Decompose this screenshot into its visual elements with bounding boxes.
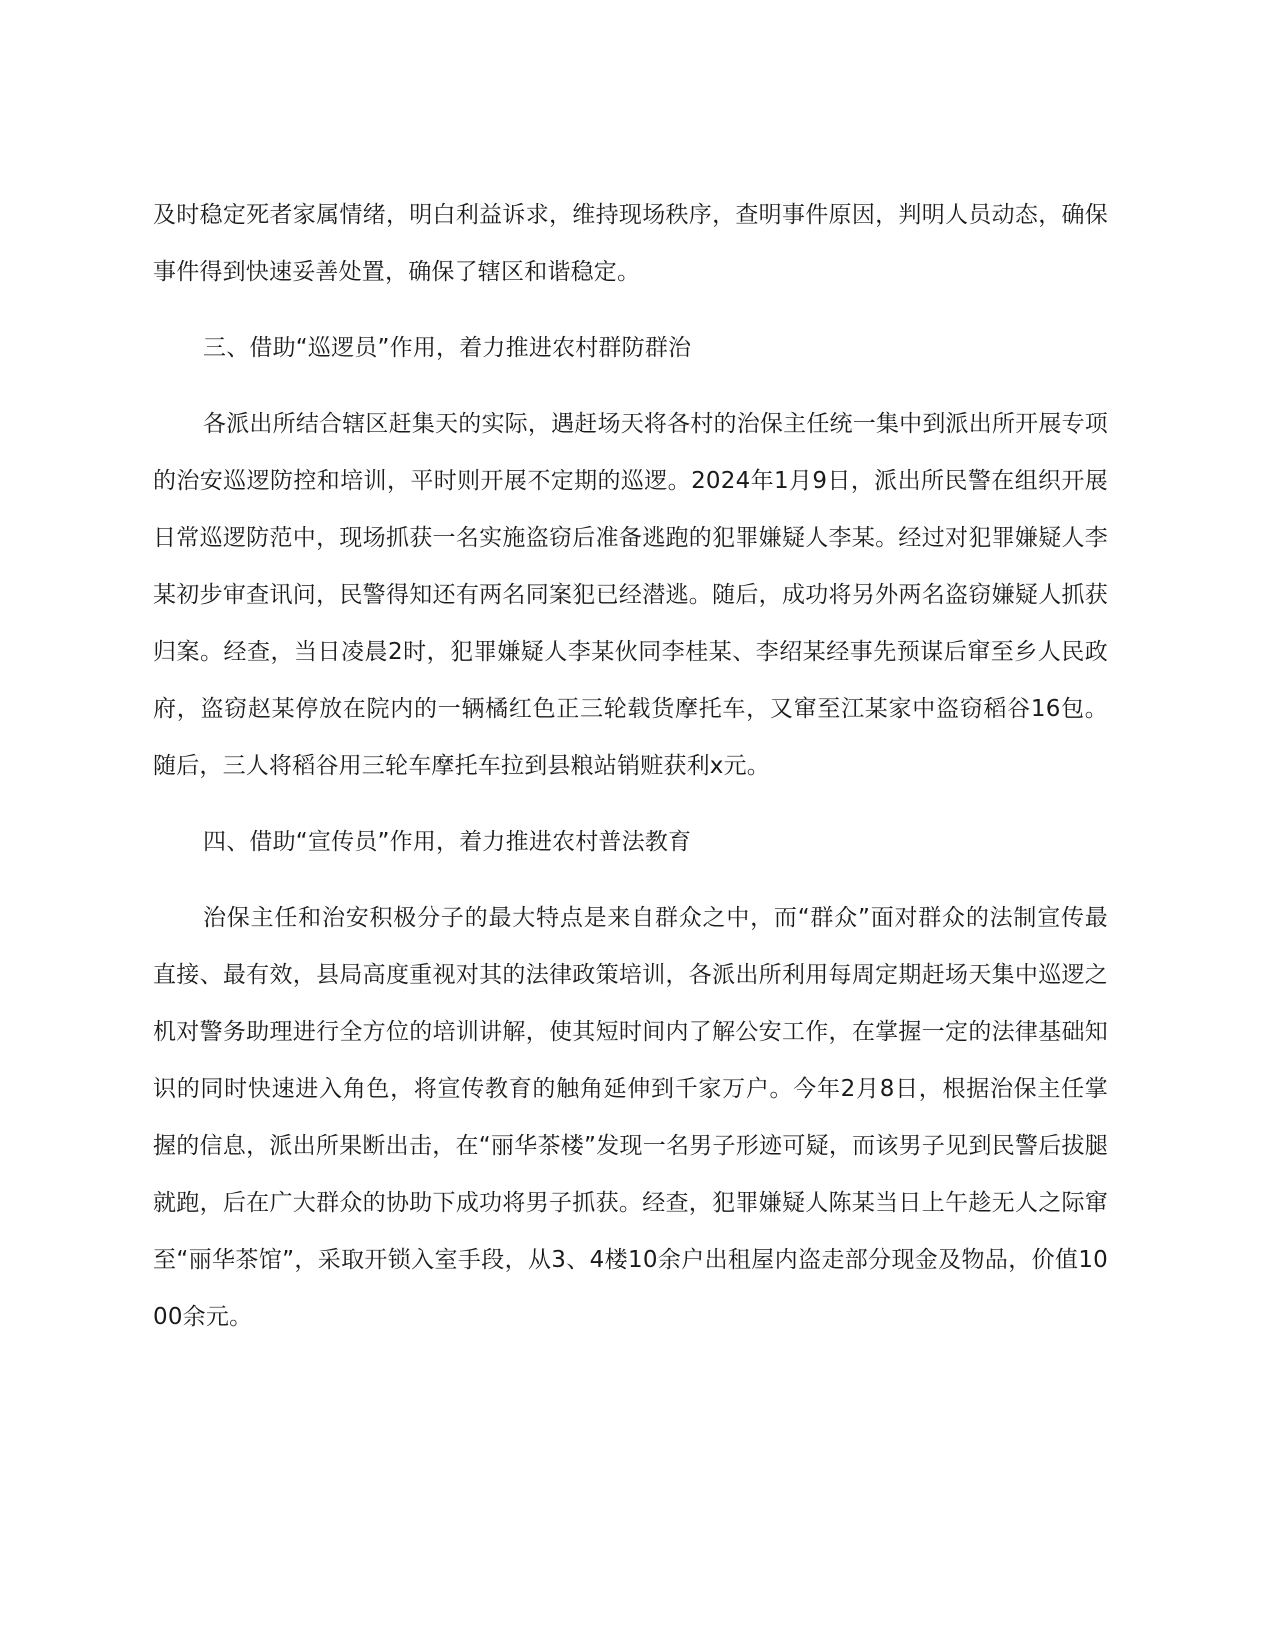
section-heading-three: 三、借助“巡逻员”作用，着力推进农村群防群治 xyxy=(203,335,692,361)
paragraph-continuation: 及时稳定死者家属情绪，明白利益诉求，维持现场秩序，查明事件原因，判明人员动态，确保事件得到快速妥善处置，确保了辖区和谐稳定。 xyxy=(153,202,1108,285)
paragraph-gap xyxy=(153,871,1108,890)
section-heading-four: 四、借助“宣传员”作用，着力推进农村普法教育 xyxy=(203,829,692,855)
paragraph-gap xyxy=(153,377,1108,396)
paragraph-patrol-case: 各派出所结合辖区赶集天的实际，遇赶场天将各村的治保主任统一集中到派出所开展专项的治安巡逻防控和培训，平时则开展不定期的巡逻。2024年1月9日，派出所民警在组织开展日常巡逻防范中，现场抓获一名实施盗窃后准备逃跑的犯罪嫌疑人李某。经过对犯罪嫌疑人李某初步审查讯问，民警得知还有两名同案犯已经潜逃。随后，成功将另外两名盗窃嫌疑人抓获归案。经查，当日凌晨2时，犯罪嫌疑人李某伙同李桂某、李绍某经事先预谋后窜至乡人民政府，盗窃赵某停放在院内的一辆橘红色正三轮载货摩托车，又窜至江某家中盗窃稻谷16包。随后，三人将稻谷用三轮车摩托车拉到县粮站销赃获利x元。 xyxy=(153,411,1108,779)
paragraph-gap xyxy=(153,795,1108,814)
paragraph-publicity-case: 治保主任和治安积极分子的最大特点是来自群众之中，而“群众”面对群众的法制宣传最直接、最有效，县局高度重视对其的法律政策培训，各派出所利用每周定期赶场天集中巡逻之机对警务助理进行全方位的培训讲解，使其短时间内了解公安工作，在掌握一定的法律基础知识的同时快速进入角色，将宣传教育的触角延伸到千家万户。今年2月8日，根据治保主任掌握的信息，派出所果断出击，在“丽华茶楼”发现一名男子形迹可疑，而该男子见到民警后拔腿就跑，后在广大群众的协助下成功将男子抓获。经查，犯罪嫌疑人陈某当日上午趁无人之际窜至“丽华茶馆”，采取开锁入室手段，从3、4楼10余户出租屋内盗走部分现金及物品，价值1000余元。 xyxy=(153,905,1108,1330)
document-page xyxy=(153,187,1108,1346)
paragraph-gap xyxy=(153,301,1108,320)
